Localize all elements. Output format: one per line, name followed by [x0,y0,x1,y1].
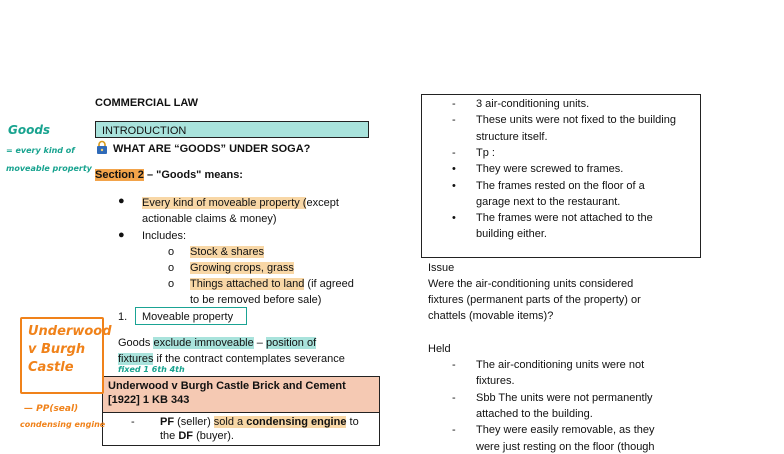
issue-heading: Issue [428,262,455,274]
case-title-cell [103,377,379,413]
includes-label: Includes: [142,230,187,242]
bullet-dot: ● [118,229,125,241]
list-item: garage next to the restaurant. [476,195,621,208]
bullet-dot: • [452,179,456,192]
list-item: The frames rested on the floor of a [476,179,645,192]
handwritten-v-burgh: v Burgh [28,342,86,357]
handwritten-case-box [20,317,112,394]
sub-bullet-circle: o [168,278,175,290]
section-2-label: Section 2 [95,169,144,181]
bullet-dot: • [452,163,456,176]
sub-bullet-circle: o [168,262,175,274]
handwritten-every-kind: = every kind of [6,146,75,155]
goods-definition-line1: Every kind of moveable property (except [142,197,339,209]
dash-marker: - [452,98,456,110]
list-item: These units were not fixed to the building [476,114,676,127]
issue-text-line1: Were the air-conditioning units considered [428,278,634,290]
list-item: Sbb The units were not permanently [476,391,653,404]
list-item: Tp : [476,146,495,159]
page-title: COMMERCIAL LAW [95,97,199,109]
handwritten-goods: Goods [8,123,51,137]
case-facts-cell: - PF (seller) sold a condensing engine to the DF (buyer). [103,413,379,445]
issue-text-line3: chattels (movable items)? [428,310,554,322]
lock-icon [95,141,109,158]
case-citation: [1922] 1 KB 343 [108,394,190,406]
case-title: Underwood v Burgh Castle Brick and Cement [108,380,346,392]
introduction-label: INTRODUCTION [102,125,187,137]
goods-exclude-line1: Goods exclude immoveable – position of [118,337,317,349]
list-item: 3 air-conditioning units. [476,98,590,110]
case-table [102,376,380,446]
sub-bullet-circle: o [168,246,175,258]
handwritten-note-small: fixed 1 6th 4th [118,365,185,374]
handwritten-castle: Castle [28,360,74,375]
bullet-dot: ● [118,195,125,207]
include-stock: Stock & shares [190,246,264,258]
dash-marker: - [452,391,456,404]
dash-marker: - [452,114,456,127]
list-item: fixtures. [476,375,515,388]
case-fact-line1: PF (seller) sold a condensing engine to [160,416,359,428]
what-are-goods-heading: WHAT ARE “GOODS” UNDER SOGA? [95,141,310,158]
section-2-line: Section 2 – "Goods" means: [95,169,243,181]
handwritten-condensing-engine: condensing engine [20,420,106,429]
issue-text-line2: fixtures (permanent parts of the property) or [428,294,641,306]
list-item: The air-conditioning units were not [476,359,645,371]
moveable-property-box: Moveable property [135,307,247,325]
goods-exclude-line2: fixtures if the contract contemplates severance [118,353,345,365]
dash-marker: - [452,424,456,437]
dash-marker: - [452,146,456,159]
held-heading: Held [428,343,451,355]
list-item: They were easily removable, as they [476,424,655,437]
numbered-marker: 1. [118,311,128,323]
list-item: were just resting on the floor (though [476,440,655,453]
include-things-attached: Things attached to land (if agreed [190,278,354,290]
dash-marker: - [452,359,456,371]
include-things-attached-line2: to be removed before sale) [190,294,322,306]
bullet-dot: • [452,212,456,225]
list-item: The frames were not attached to the [476,212,653,225]
handwritten-pp-seal: — PP(seal) [24,404,79,414]
include-crops: Growing crops, grass [190,262,294,274]
list-item: structure itself. [476,130,548,143]
list-item: attached to the building. [476,407,593,420]
list-item: They were screwed to frames. [476,163,624,176]
handwritten-moveable-property: moveable property [6,164,92,173]
goods-definition-line2: actionable claims & money) [142,213,277,225]
list-item: building either. [476,228,547,241]
introduction-heading [95,121,369,138]
case-fact-line2: the DF (buyer). [160,430,234,442]
handwritten-underwood: Underwood [28,324,112,339]
